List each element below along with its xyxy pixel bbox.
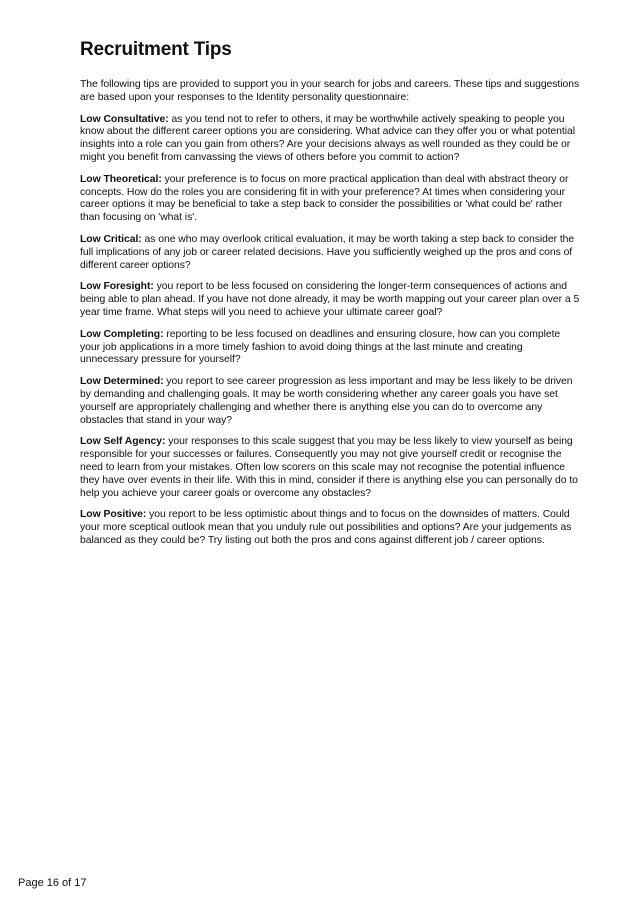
tip-low-determined xyxy=(80,376,580,427)
tip-low-self-agency xyxy=(80,436,580,500)
tip-label: Low Consultative: xyxy=(80,113,169,125)
page-number: Page 16 of 17 xyxy=(18,877,87,889)
tip-text: your preference is to focus on more practical application than deal with abstract theory or concepts. How do the roles you are considering fit in with your preference? At times when considering your career options it may be beneficial to take a step back to consider the possibilities or 'what could be' rather than focusing on 'what is'. xyxy=(80,173,569,224)
tip-text: your responses to this scale suggest that you may be less likely to view yourself as being responsible for your successes or failures. Consequently you may not give yourself credit or recognise the need to learn from your mistakes. Often low scorers on this scale may not recognise the potential influence they have over events in their life. With this in mind, consider if there is anything else you can personally do to help you achieve your career goals or overcome any obstacles? xyxy=(80,436,578,499)
tip-low-critical xyxy=(80,234,580,272)
tip-label: Low Positive: xyxy=(80,509,147,521)
document-page xyxy=(80,38,580,557)
tip-text: reporting to be less focused on deadlines and ensuring closure, how can you complete your job applications in a more timely fashion to avoid doing things at the last minute and creating unnecessary pressure for yourself? xyxy=(80,328,561,366)
intro-paragraph: The following tips are provided to support you in your search for jobs and careers. These tips and suggestions are based upon your responses to the Identity personality questionnaire: xyxy=(80,79,580,103)
tip-text: as one who may overlook critical evaluation, it may be worth taking a step back to consider the full implications of any job or career related decisions. Have you sufficiently weighed up the pros and cons of different career options? xyxy=(80,233,575,271)
tip-text: you report to be less focused on considering the longer-term consequences of actions and being able to plan ahead. If you have not done already, it may be worth mapping out your career plan over a 5 year time frame. What steps will you need to achieve your ultimate career goal? xyxy=(80,281,580,318)
tip-low-consultative xyxy=(80,114,580,165)
tip-text: as you tend not to refer to others, it may be worthwhile actively speaking to people you know about the different career options you are considering. What advice can they offer you or what potential insights into a role can you gain from others? Are your decisions always as well rounded as they could be or might you benefit from canvassing the views of others before you commit to action? xyxy=(80,113,575,163)
tip-low-positive xyxy=(80,509,580,547)
tip-low-foresight xyxy=(80,281,580,319)
tip-label: Low Completing: xyxy=(80,328,164,340)
tip-label: Low Critical: xyxy=(80,233,142,245)
tip-label: Low Foresight: xyxy=(80,281,154,293)
tip-text: you report to see career progression as less important and may be less likely to be driven by demanding and challenging goals. It may be worth considering whether any career goals you have set yourself are appropriately challenging and whether there is anything else you can do to overcome any obstacles that stand in your way? xyxy=(80,376,573,426)
page-title: Recruitment Tips xyxy=(80,39,232,60)
tip-low-theoretical xyxy=(80,174,580,225)
tip-label: Low Determined: xyxy=(80,376,164,388)
tip-text: you report to be less optimistic about things and to focus on the downsides of matters. Could your more sceptical outlook mean that you unduly rule out possibilities and options? Are your judgements as balanced as they could be? Try listing out both the pros and cons against different job / career options. xyxy=(80,509,572,546)
tip-label: Low Theoretical: xyxy=(80,173,162,185)
tip-label: Low Self Agency: xyxy=(80,436,166,448)
tip-low-completing xyxy=(80,329,580,367)
